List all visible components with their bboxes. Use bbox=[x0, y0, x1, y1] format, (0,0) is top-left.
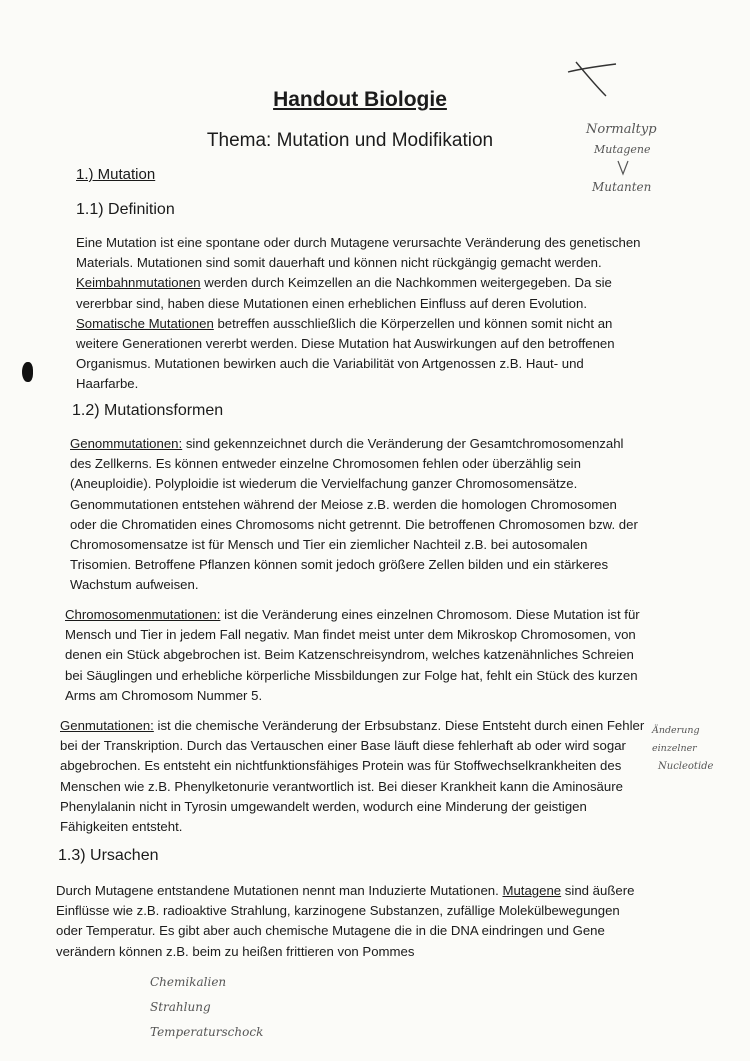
handwritten-nucleotide: Nucleotide bbox=[658, 761, 714, 772]
handwritten-mutanten: Mutanten bbox=[592, 180, 652, 194]
section-heading-mutation: 1.) Mutation bbox=[76, 166, 156, 183]
term-mutagene: Mutagene bbox=[502, 883, 562, 898]
term-genmutationen: Genmutationen: bbox=[60, 718, 154, 733]
paragraph-definition: Eine Mutation ist eine spontane oder durch Mutagene verursachte Veränderung des genetischen Materials. Mutationen sind somit dauerhaft und können nicht rückgängig gemacht werden. Keimbahnmutationen werden durch Keimzellen an die Nachkommen weitergegeben. Da sie vererbbar sind, haben diese Mutationen einen erheblichen Einfluss auf deren Evolution. Somatische Mutationen betreffen ausschließlich die Körperzellen und können somit nicht an weitere Generationen vererbt werden. Diese Mutation hat Auswirkungen auf den betroffenen Organismus. Mutationen bewirken auch die Variabilität von Artgenossen z.B. Haut- und Haarfarbe. bbox=[76, 235, 641, 392]
term-chromosomenmutationen: Chromosomenmutationen: bbox=[65, 607, 221, 622]
term-somatische-mutationen: Somatische Mutationen bbox=[76, 315, 214, 331]
heading-ursachen: 1.3) Ursachen bbox=[58, 847, 159, 864]
handwritten-temperaturschock: Temperaturschock bbox=[150, 1025, 264, 1039]
document-title: Handout Biologie bbox=[273, 88, 447, 111]
handwritten-anderung: Änderung bbox=[652, 725, 700, 736]
term-keimbahnmutationen: Keimbahnmutationen bbox=[76, 275, 201, 291]
paragraph-genmutationen: Genmutationen: ist die chemische Veränderung der Erbsubstanz. Diese Entsteht durch einen Fehler bei der Transkription. Durch das Vertauschen einer Base läuft diese fehlerhaft ab oder wird sogar abgebrochen. Es entsteht ein nichtfunktionsfähiges Protein was für Stoffwechselkrankheiten des Menschen wie z.B. Phenylketonurie verantwortlich ist. Bei dieser Krankheit kann die Aminosäure Phenylalanin nicht in Tyrosin umgewandelt werden, wodurch eine Minderung der geistigen Fähigkeiten entsteht. bbox=[60, 718, 645, 835]
handwritten-mutagene: Mutagene bbox=[594, 143, 651, 156]
down-arrow-icon bbox=[616, 159, 630, 177]
paragraph-chromosomenmutationen: Chromosomenmutationen: ist die Veränderung eines einzelnen Chromosom. Diese Mutation ist für Mensch und Tier in jedem Fall negativ. Man findet meist unter dem Mikroskop Chromosomen, von denen ein Stück abgebrochen ist. Beim Katzenschreisyndrom, welches katzenähnliches Schreien bei Säuglingen und erhebliche körperliche Missbildungen zur Folge hat, fehlt ein Stück des kurzen Arms am Chromosom Nummer 5. bbox=[65, 607, 640, 703]
paragraph-genommutationen: Genommutationen: sind gekennzeichnet durch die Veränderung der Gesamtchromosomenzahl des Zellkerns. Es können entweder einzelne Chromosomen fehlen oder überzählig sein (Aneuploidie). Polyploidie ist wiederum die Vervielfachung ganzer Chromosomensätze. Genommutationen entstehen während der Meiose z.B. werden die homologen Chromosomen oder die Chromatiden eines Chromosoms nicht getrennt. Die betroffenen Chromosomen bzw. der Chromosomensatze ist für Mensch und Tier ein ziemlicher Nachteil z.B. bei autosomalen Trisomien. Betroffene Pflanzen können somit jedoch größere Zellen bilden und ein stärkeres Wachstum aufweisen. bbox=[70, 436, 638, 593]
heading-definition: 1.1) Definition bbox=[76, 201, 175, 218]
handwritten-einzelner: einzelner bbox=[652, 743, 697, 754]
handwritten-strahlung: Strahlung bbox=[150, 1000, 211, 1014]
paragraph-ursachen: Durch Mutagene entstandene Mutationen nennt man Induzierte Mutationen. Mutagene sind äußere Einflüsse wie z.B. radioaktive Strahlung, karzinogene Substanzen, zufällige Molekülbewegungen oder Temperatur. Es gibt aber auch chemische Mutagene die in die DNA eindringen und Gene verändern können z.B. beim zu heißen frittieren von Pommes bbox=[56, 883, 635, 959]
handwritten-normaltyp: Normaltyp bbox=[586, 122, 657, 137]
term-genommutationen: Genommutationen: bbox=[70, 436, 183, 451]
document-subtitle: Thema: Mutation und Modifikation bbox=[206, 130, 494, 151]
hole-punch-mark bbox=[22, 362, 33, 382]
heading-mutationsformen: 1.2) Mutationsformen bbox=[72, 402, 224, 419]
handwritten-chemikalien: Chemikalien bbox=[150, 975, 227, 989]
